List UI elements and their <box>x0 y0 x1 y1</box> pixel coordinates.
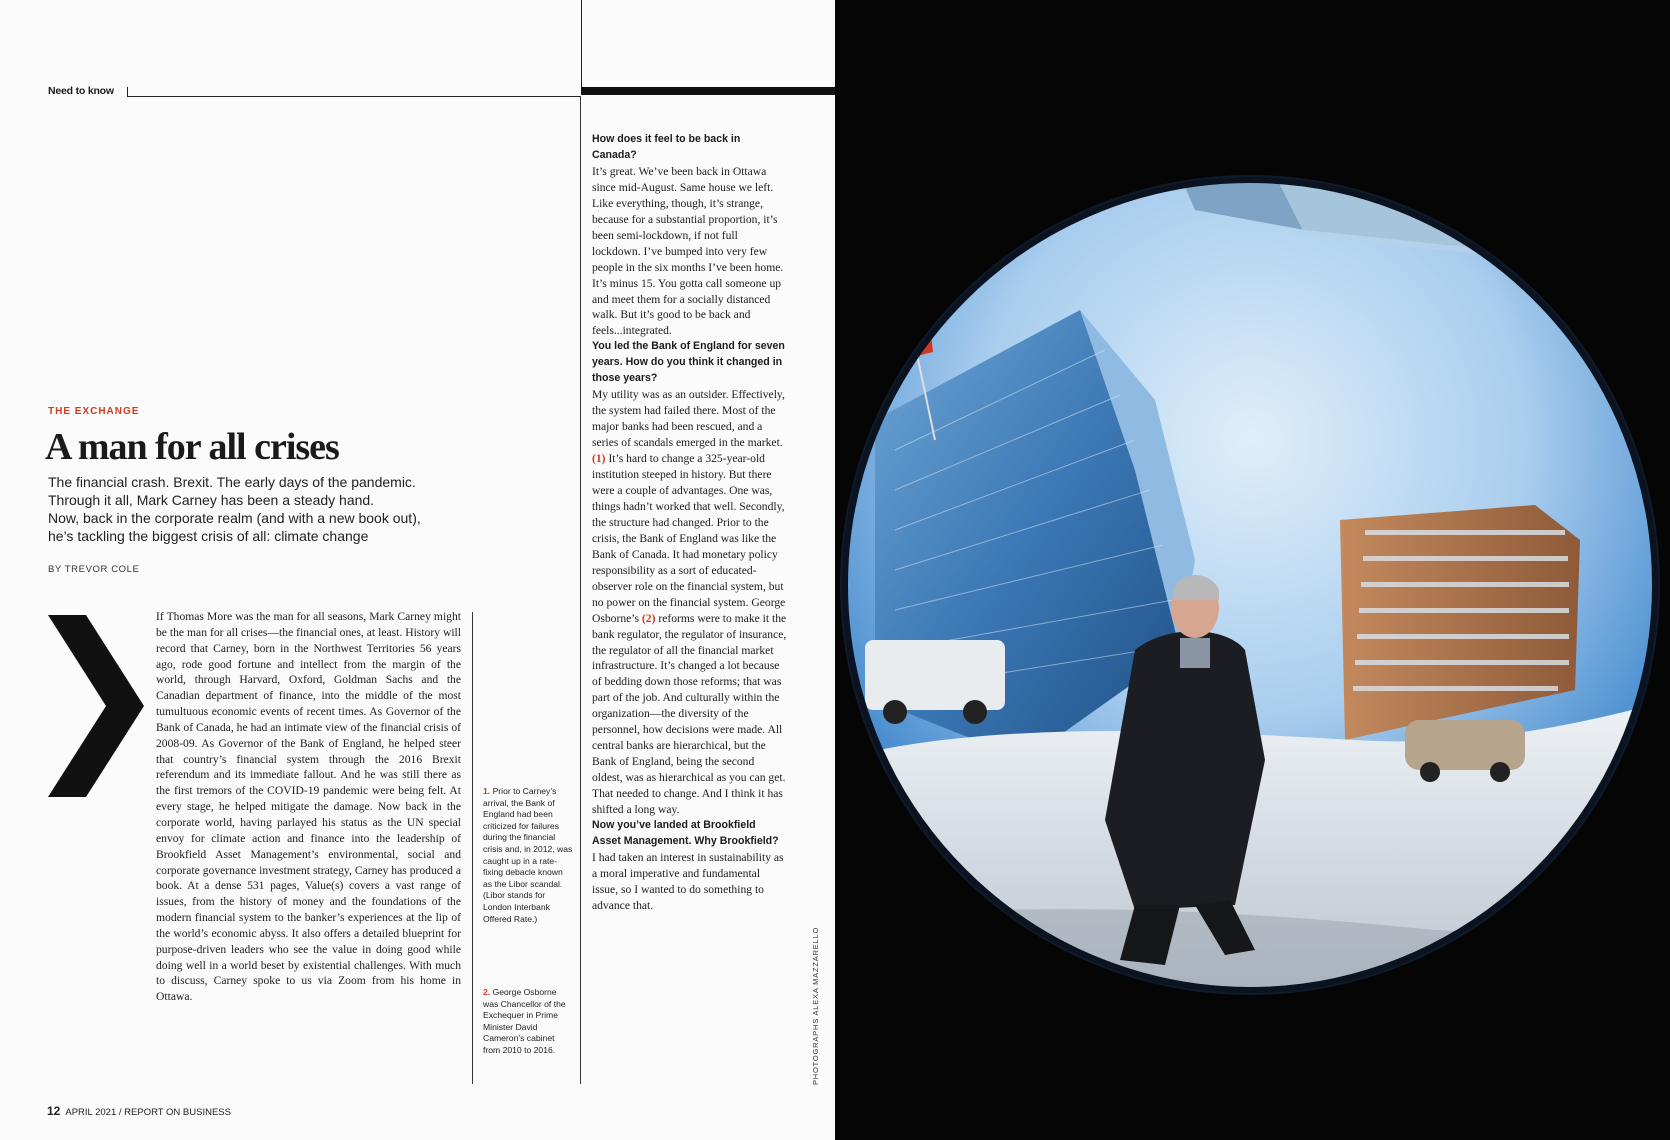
byline: BY TREVOR COLE <box>48 564 140 575</box>
sidenote-text: Prior to Carney’s arrival, the Bank of England had been criticized for failures during the financial crisis and, in 2012, was caught up in a rate-fixing debacle known as the Libor scandal. (Libor stands for London Interbank Offered Rate.) <box>483 786 573 924</box>
answer-text: It’s hard to change a 325-year-old institution steeped in history. But there were a couple of advantages. One was, things hadn’t worked that well. Secondly, the structure had changed. Prior to the crisis, the Bank of England was like the Bank of Canada. It had monetary policy responsibility as a sort of educated-observer role on the financial system, but no power on the financial system. George Osborne’s <box>592 452 786 625</box>
header-rule <box>127 96 580 97</box>
column-divider <box>580 96 581 1084</box>
parked-car <box>1405 720 1525 770</box>
answer <box>592 387 787 818</box>
sidenote-text: George Osborne was Chancellor of the Exchequer in Prime Minister David Cameron’s cabinet from 2010 to 2016. <box>483 987 566 1055</box>
question: Now you’ve landed at Brookfield Asset Management. Why Brookfield? <box>592 818 779 847</box>
dek-line: The financial crash. Brexit. The early days of the pandemic. <box>48 474 416 490</box>
article-body <box>156 609 461 1005</box>
issue-label: APRIL 2021 / REPORT ON BUSINESS <box>65 1107 231 1118</box>
sidenote-number: 1. <box>483 786 491 796</box>
answer-text: reforms were to make it the bank regulator, the regulator of insurance, the regulator of all the financial market infrastructure. It’s changed a lot because of bedding down those reforms; that was part of the job. And culturally within the organization—the diversity of the personnel, how decisions were made. All central banks are hierarchical, but the Bank of England, being the second oldest, was as hierarchical as you can get. That needed to change. And I think it has shifted a long way. <box>592 611 787 817</box>
answer-text: My utility was as an outsider. Effectively, the system had failed there. Most of the major banks had been rescued, and a series of scandals emerged in the market. <box>592 388 785 450</box>
sidenote-number: 2. <box>483 987 491 997</box>
sidenote-2 <box>483 987 573 1057</box>
dek-line: he’s tackling the biggest crisis of all: climate change <box>48 528 369 544</box>
fisheye-photo-illustration <box>835 0 1670 1140</box>
chevron-drop-icon <box>48 615 144 797</box>
fisheye-photo <box>835 0 1670 1140</box>
column-divider <box>472 612 473 1084</box>
section-label: Need to know <box>48 85 114 97</box>
answer: I had taken an interest in sustainability as a moral imperative and fundamental issue, so I wanted to do something to advance that. <box>592 850 784 912</box>
article-title: A man for all crises <box>45 426 339 468</box>
column-top-bar <box>581 87 835 95</box>
question: You led the Bank of England for seven years. How do you think it changed in those years? <box>592 340 785 385</box>
photo-credit: PHOTOGRAPHS ALEXA MAZZARELLO <box>811 926 820 1085</box>
dek-line: Through it all, Mark Carney has been a steady hand. <box>48 492 375 508</box>
header-rule-tick <box>127 87 128 96</box>
footnote-ref: (1) <box>592 452 606 466</box>
article-dek <box>48 473 488 545</box>
footnote-ref: (2) <box>641 611 656 625</box>
parked-truck <box>865 640 1005 710</box>
sidenote-1 <box>483 786 573 925</box>
page-number: 12 <box>47 1104 61 1118</box>
body-paragraph: If Thomas More was the man for all seasons, Mark Carney might be the man for all crises—the financial ones, at least. History will record that Carney, born in the Northwest Territories 56 years ago, rode good fortune and intellect from the margin of the world, through Harvard, Oxford, Goldman Sachs and the Canadian department of finance, into the middle of the most tumultuous economic events of recent times. As Governor of the Bank of Canada, he had an intimate view of the financial crisis of 2008-09. As Governor of the Bank of England, he helped steer that country’s financial system through the 2016 Brexit referendum and its immediate fallout. And he was still there as the first tremors of the COVID-19 pandemic were being felt. At every stage, he helped mitigate the damage. Now back in the corporate world, having parlayed his status as the UN special envoy for climate action and finance into the leadership of Brookfield Asset Management’s environmental, social and corporate governance investment strategy, Carney has produced a book. At a dense 531 pages, Value(s) covers a vast range of issues, from the history of money and the foundations of the modern financial system to the banker’s experiences at the lip of the world’s economic abyss. It also offers a detailed blueprint for purpose-driven leaders who see the value in doing good while doing well in a world beset by existential challenges. With much to discuss, Carney spoke to us via Zoom from his home in Ottawa. <box>156 610 461 1004</box>
column-top-rule <box>581 0 582 92</box>
article-kicker: THE EXCHANGE <box>48 406 140 417</box>
question: How does it feel to be back in Canada? <box>592 133 741 161</box>
page-folio <box>47 1104 231 1118</box>
dek-line: Now, back in the corporate realm (and with a new book out), <box>48 510 421 526</box>
answer: It’s great. We’ve been back in Ottawa since mid-August. Same house we left. Like everything, though, it’s strange, because for a substantial proportion, it’s been semi-lockdown, if not full lockdown. I’ve bumped into very few people in the six months I’ve been home. It’s minus 15. You gotta call someone up and meet them for a socially distanced walk. But it’s good to be back and feels...integrated. <box>592 164 784 338</box>
interview-column <box>592 132 787 914</box>
